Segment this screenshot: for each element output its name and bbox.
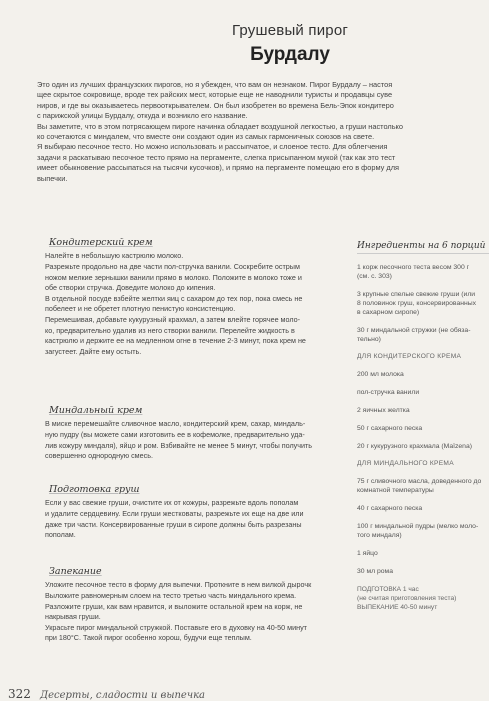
almond-heading: ДЛЯ МИНДАЛЬНОГО КРЕМА bbox=[357, 460, 454, 467]
ingredient-line: (см. с. 303) bbox=[357, 273, 392, 280]
intro-line: имеет обыкновение рассыпаться на тысячи кусочков), и прямо на пергаменте помещаю его в форму для bbox=[37, 163, 400, 173]
section-heading: Кондитерский крем bbox=[49, 238, 153, 248]
section-line: при 180°С. Такой пирог особенно хорош, будучи еще теплым. bbox=[45, 633, 252, 643]
section-line: В отдельной посуде взбейте желтки яиц с сахаром до тех пор, пока смесь не bbox=[45, 293, 303, 303]
ingredient-line: тельно) bbox=[357, 336, 381, 343]
cream-heading: ДЛЯ КОНДИТЕРСКОГО КРЕМА bbox=[357, 353, 462, 360]
section-line: Разложите груши, как вам нравится, и выложите остальной крем на корж, не bbox=[45, 601, 303, 611]
ingredients-panel bbox=[357, 241, 489, 612]
section-almond-cream bbox=[45, 406, 340, 462]
ingredient-item bbox=[357, 406, 489, 415]
section-line: пополам. bbox=[45, 530, 76, 540]
section-line: В миске перемешайте сливочное масло, кондитерский крем, сахар, миндаль- bbox=[45, 419, 306, 429]
prep-line: ПОДГОТОВКА 1 час bbox=[357, 586, 419, 593]
intro-line: с парижской улицы Бурдалу, откуда и возникло его название. bbox=[37, 111, 248, 121]
section-line: Украсьте пирог миндальной стружкой. Поставьте его в духовку на 40-50 минут bbox=[45, 622, 307, 632]
section-line: Налейте в небольшую кастрюлю молоко. bbox=[45, 251, 184, 261]
recipe-subtitle: Грушевый пирог bbox=[231, 22, 349, 39]
ingredient-line: в сахарном сиропе) bbox=[357, 309, 420, 316]
ingredient-line: 1 яйцо bbox=[357, 550, 378, 557]
prep-line: ВЫПЕКАНИЕ 40-50 минут bbox=[357, 604, 438, 611]
ingredient-item bbox=[357, 549, 489, 558]
section-line: обе створки стручка. Доведите молоко до кипения. bbox=[45, 283, 216, 293]
ingredient-line: пол-стручка ванили bbox=[357, 389, 420, 396]
section-line: ко, предварительно удалив из него створки ванили. Перелейте жидкость в bbox=[45, 325, 295, 335]
ingredient-item bbox=[357, 263, 489, 281]
intro-line: задачи я раскатываю песочное тесто прямо на пергаменте, слегка присыпанном мукой (так как это тест bbox=[37, 152, 396, 162]
ingredient-line: 3 крупные спелые свежие груши (или bbox=[357, 291, 476, 298]
section-line: Уложите песочное тесто в форму для выпечки. Проткните в нем вилкой дырочк bbox=[45, 580, 312, 590]
section-line: Выложите равномерным слоем на тесто третью часть миндального крема. bbox=[45, 591, 297, 600]
book-category: Десерты, сладости и выпечка bbox=[39, 690, 206, 701]
intro-line: Это один из лучших французских пирогов, но я убежден, что вам он незнаком. Пирог Бурдалу – настоя bbox=[37, 80, 393, 89]
intro-line: Я выбираю песочное тесто. Но можно использовать и рассыпчатое, и слоеное тесто. Для облегчения bbox=[37, 142, 388, 152]
section-line: ную пудру (вы можете сами изготовить ее в кофемолке, предварительно уда- bbox=[45, 430, 305, 439]
section-pear-prep bbox=[45, 485, 340, 541]
section-heading: Подготовка груш bbox=[49, 485, 140, 495]
section-line: Перемешивая, добавьте кукурузный крахмал, а затем влейте горячее моло- bbox=[45, 314, 301, 324]
section-line: Разрежьте продольно на две части пол-стручка ванили. Соскребите острым bbox=[45, 262, 300, 271]
prep-times bbox=[357, 585, 489, 612]
ingredient-line: 1 корж песочного теста весом 300 г bbox=[357, 264, 470, 271]
section-pastry-cream bbox=[45, 238, 340, 357]
intro-line: ниров, и где вы оказываетесь первооткрывателем. Он был изобретен во времена Бель-Эпок кондитеро bbox=[37, 100, 394, 110]
section-line: побелеет и не обретет плотную пенистую консистенцию. bbox=[45, 304, 236, 314]
ingredient-line: 2 яичных желтка bbox=[357, 407, 410, 414]
ingredient-item bbox=[357, 290, 489, 317]
ingredient-line: 75 г сливочного масла, доведенного до bbox=[357, 478, 482, 485]
section-line: совершенно однородную смесь. bbox=[45, 451, 153, 461]
section-line: даже три части. Консервированные груши в сиропе должны быть разрезаны bbox=[45, 519, 302, 529]
ingredient-item bbox=[357, 504, 489, 513]
recipe-title: Бурдалу bbox=[250, 44, 330, 65]
section-heading: Запекание bbox=[49, 567, 102, 577]
section-line: загустеет. Дайте ему остыть. bbox=[45, 346, 142, 356]
section-line: и удалите сердцевину. Если груши жестковаты, разрежьте их еще на две или bbox=[45, 509, 304, 518]
ingredients-heading: Ингредиенты на 6 порций bbox=[357, 241, 489, 254]
ingredient-line: 8 половинок груш, консервированных bbox=[357, 300, 477, 307]
ingredient-item bbox=[357, 424, 489, 433]
intro-line: Вы заметите, что в этом потрясающем пироге начинка обладает воздушной легкостью, а груши настолько bbox=[37, 121, 403, 131]
ingredient-line: 20 г кукурузного крахмала (Maïzena) bbox=[357, 443, 473, 450]
section-line: кастрюлю и держите ее на медленном огне в течение 2-3 минут, пока крем не bbox=[45, 336, 306, 346]
page-footer bbox=[8, 687, 205, 701]
ingredient-line: комнатной температуры bbox=[357, 487, 434, 494]
ingredient-item bbox=[357, 388, 489, 397]
ingredient-item bbox=[357, 522, 489, 540]
section-line: накрывая груши. bbox=[45, 612, 101, 622]
ingredient-item bbox=[357, 370, 489, 379]
ingredient-line: 200 мл молока bbox=[357, 371, 404, 378]
ingredient-line: того миндаля) bbox=[357, 532, 402, 539]
prep-line: (не считая приготовления теста) bbox=[357, 595, 457, 602]
intro-text bbox=[37, 80, 489, 184]
ingredient-item bbox=[357, 567, 489, 576]
section-line: лив кожуру миндаля), яйцо и ром. Взбивайте не менее 5 минут, чтобы получить bbox=[45, 440, 313, 450]
section-line: ножом мелкие зернышки ванили прямо в молоко. Положите в молоко тоже и bbox=[45, 272, 302, 282]
intro-line: щее скрытое сокровище, вроде тех райских мест, которые еще не наводнили туристы и продавцы суве bbox=[37, 90, 393, 100]
ingredient-item bbox=[357, 326, 489, 344]
ingredient-line: 50 г сахарного песка bbox=[357, 425, 423, 432]
ingredient-item bbox=[357, 477, 489, 495]
section-line: Если у вас свежие груши, очистите их от кожуры, разрежьте вдоль пополам bbox=[45, 498, 299, 508]
ingredient-line: 30 мл рома bbox=[357, 568, 393, 575]
ingredient-line: 100 г миндальной пудры (мелко моло- bbox=[357, 523, 479, 530]
page-number: 322 bbox=[8, 687, 31, 701]
section-baking bbox=[45, 567, 340, 644]
intro-line: выпечки. bbox=[37, 173, 68, 183]
ingredient-item bbox=[357, 442, 489, 451]
section-heading: Миндальный крем bbox=[49, 406, 143, 416]
intro-line: ко сочетаются с миндалем, что вместе они создают один из самых гармоничных союзов на свете. bbox=[37, 132, 375, 142]
ingredient-line: 30 г миндальной стружки (не обяза- bbox=[357, 327, 471, 334]
ingredient-line: 40 г сахарного песка bbox=[357, 505, 423, 512]
